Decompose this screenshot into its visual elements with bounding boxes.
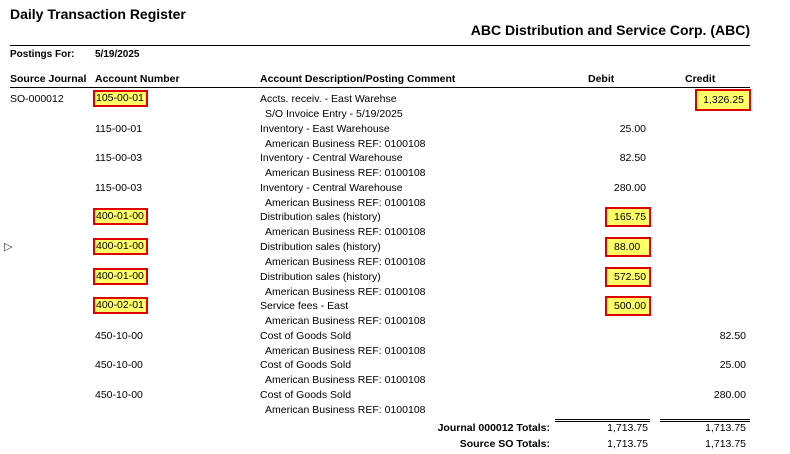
totals-credit: 1,713.75: [705, 438, 746, 450]
account-description: Cost of Goods Sold: [260, 389, 352, 401]
totals-credit: 1,713.75: [705, 422, 746, 434]
debit-amount: 572.50: [605, 267, 651, 287]
posting-comment: American Business REF: 0100108: [265, 286, 426, 298]
debit-amount: 88.00: [605, 237, 651, 257]
credit-amount: 1,326.25: [695, 89, 751, 111]
totals-debit: 1,713.75: [607, 422, 648, 434]
posting-comment: American Business REF: 0100108: [265, 256, 426, 268]
posting-comment: American Business REF: 0100108: [265, 197, 426, 209]
report-title: Daily Transaction Register: [10, 6, 186, 22]
debit-amount: 165.75: [605, 207, 651, 227]
credit-amount: 25.00: [719, 359, 746, 371]
account-number: 400-01-00: [93, 238, 148, 255]
posting-comment: S/O Invoice Entry - 5/19/2025: [265, 108, 403, 120]
account-number: 115-00-01: [95, 123, 143, 135]
account-description: Distribution sales (history): [260, 271, 381, 283]
account-number: 115-00-03: [95, 152, 143, 164]
posting-comment: American Business REF: 0100108: [265, 315, 426, 327]
credit-amount: 82.50: [719, 330, 746, 342]
totals-label: Journal 000012 Totals:: [437, 422, 550, 434]
column-header-divider: [10, 87, 750, 88]
credit-amount: 280.00: [713, 389, 746, 401]
posting-comment: American Business REF: 0100108: [265, 167, 426, 179]
debit-amount: 500.00: [605, 296, 651, 316]
account-description: Distribution sales (history): [260, 211, 381, 223]
account-number: 105-00-01: [93, 90, 148, 107]
account-description: Cost of Goods Sold: [260, 330, 352, 342]
totals-rule: [555, 419, 650, 420]
debit-amount: 280.00: [613, 182, 646, 194]
header-divider: [10, 45, 750, 46]
account-number: 450-10-00: [95, 389, 143, 401]
totals-debit: 1,713.75: [607, 438, 648, 450]
posting-comment: American Business REF: 0100108: [265, 345, 426, 357]
account-description: Distribution sales (history): [260, 241, 381, 253]
totals-label: Source SO Totals:: [459, 438, 550, 450]
totals-rule: [660, 419, 750, 420]
debit-amount: 82.50: [619, 152, 646, 164]
col-header-credit: Credit: [685, 73, 716, 85]
col-header-debit: Debit: [588, 73, 615, 85]
postings-date: 5/19/2025: [95, 49, 140, 60]
account-description: Cost of Goods Sold: [260, 359, 352, 371]
account-number: 115-00-03: [95, 182, 143, 194]
col-header-account-number: Account Number: [95, 73, 180, 85]
col-header-source-journal: Source Journal: [10, 73, 87, 85]
col-header-description: Account Description/Posting Comment: [260, 73, 456, 85]
company-name: ABC Distribution and Service Corp. (ABC): [470, 22, 750, 38]
posting-comment: American Business REF: 0100108: [265, 374, 426, 386]
mouse-cursor-icon: ▷: [4, 241, 13, 253]
account-number: 400-01-00: [93, 208, 148, 225]
source-journal: SO-000012: [10, 93, 64, 105]
posting-comment: American Business REF: 0100108: [265, 138, 426, 150]
account-number: 400-01-00: [93, 268, 148, 285]
account-description: Service fees - East: [260, 300, 349, 312]
posting-comment: American Business REF: 0100108: [265, 226, 426, 238]
account-description: Inventory - East Warehouse: [260, 123, 390, 135]
account-number: 450-10-00: [95, 330, 143, 342]
account-number: 400-02-01: [93, 297, 148, 314]
account-number: 450-10-00: [95, 359, 143, 371]
account-description: Inventory - Central Warehouse: [260, 182, 403, 194]
postings-label: Postings For:: [10, 49, 75, 60]
account-description: Accts. receiv. - East Warehse: [260, 93, 397, 105]
posting-comment: American Business REF: 0100108: [265, 404, 426, 416]
debit-amount: 25.00: [619, 123, 646, 135]
account-description: Inventory - Central Warehouse: [260, 152, 403, 164]
